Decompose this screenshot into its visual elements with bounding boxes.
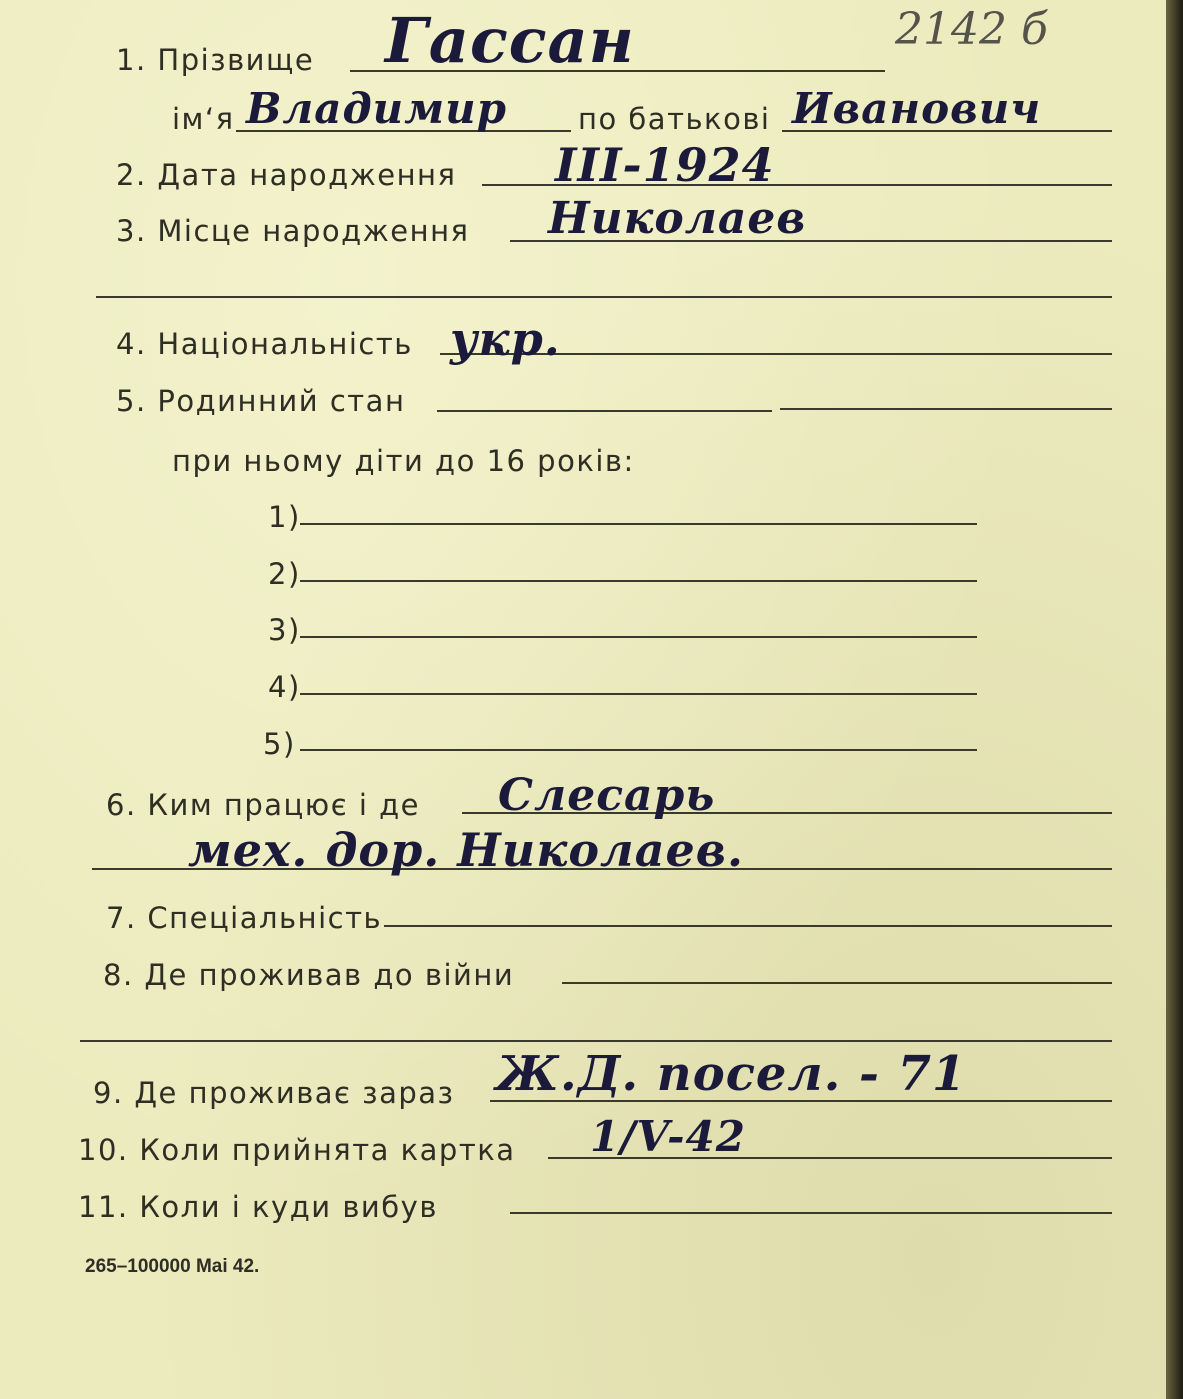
child-1-line (300, 523, 977, 525)
departure-line (510, 1212, 1112, 1214)
card-edge-shadow (1166, 0, 1183, 1399)
child-2-label: 2) (268, 557, 301, 591)
children-header: при ньому діти до 16 років: (172, 444, 635, 478)
card-accepted-value: 1/V-42 (590, 1112, 746, 1161)
work-value: Слесарь (498, 770, 716, 821)
child-1-label: 1) (268, 500, 301, 534)
print-code: 265–100000 Mai 42. (85, 1256, 260, 1277)
current-residence-value: Ж.Д. посел. - 71 (496, 1046, 967, 1102)
first-name-value: Владимир (246, 84, 508, 133)
nationality-value: укр. (450, 312, 561, 366)
birth-place-line-2 (96, 296, 1112, 298)
birth-place-label: 3. Місце народження (116, 214, 470, 248)
child-4-label: 4) (268, 670, 301, 704)
child-2-line (300, 580, 977, 582)
patronymic-label: по батькові (578, 102, 771, 136)
birth-date-label: 2. Дата народження (116, 158, 457, 192)
archive-number: 2142 б (895, 4, 1048, 55)
speciality-line (384, 925, 1112, 927)
child-4-line (300, 693, 977, 695)
child-3-label: 3) (268, 613, 301, 647)
child-3-line (300, 636, 977, 638)
prewar-residence-line (562, 982, 1112, 984)
work-label: 6. Ким працює і де (106, 788, 421, 822)
surname-label: 1. Прізвище (116, 43, 315, 77)
current-residence-label: 9. Де проживає зараз (93, 1076, 455, 1110)
family-status-label: 5. Родинний стан (116, 384, 406, 418)
patronymic-value: Иванович (792, 84, 1042, 133)
birth-place-value: Николаев (548, 193, 807, 244)
surname-value: Гассан (385, 4, 635, 77)
first-name-label: ім‘я (172, 102, 235, 136)
speciality-label: 7. Спеціальність (106, 901, 383, 935)
birth-date-value: III-1924 (555, 138, 775, 192)
family-status-line-a (437, 410, 772, 412)
nationality-label: 4. Національність (116, 327, 413, 361)
child-5-line (300, 749, 977, 751)
work-value-line-2: мех. дор. Николаев. (188, 823, 744, 877)
prewar-residence-line-2 (80, 1040, 1112, 1042)
child-5-label: 5) (263, 727, 296, 761)
family-status-line-b (780, 408, 1112, 410)
prewar-residence-label: 8. Де проживав до війни (103, 958, 515, 992)
departure-label: 11. Коли і куди вибув (78, 1190, 438, 1224)
card-accepted-label: 10. Коли прийнята картка (78, 1133, 516, 1167)
